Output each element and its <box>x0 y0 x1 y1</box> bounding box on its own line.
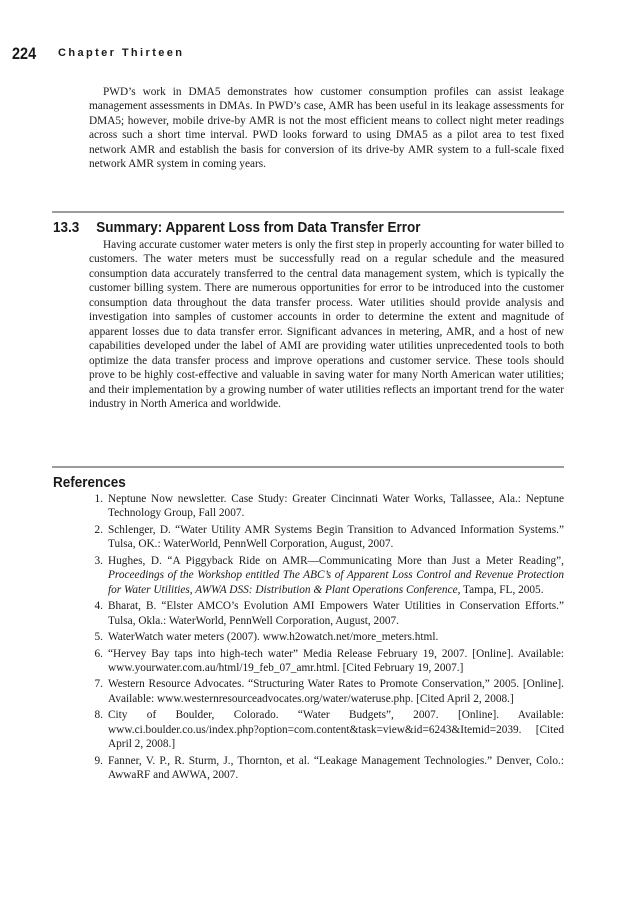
reference-item <box>89 647 564 676</box>
reference-number: 3. <box>94 554 103 567</box>
reference-text: Western Resource Advocates. “Structuring Water Rates to Promote Conservation,” 2005. [Online]. Available: www.westernresourceadvocates.org/water/wateruse.php. [Cited April 2, 2008.] <box>108 678 564 705</box>
section-heading <box>53 219 421 236</box>
reference-number: 5. <box>94 631 103 644</box>
references-list <box>89 492 564 785</box>
intro-paragraph: PWD’s work in DMA5 demonstrates how customer consumption profiles can assist leakage management assessments in DMAs. In PWD’s case, AMR has been useful in its leakage assessments for DMA5; however, mobile drive-by AMR is not the most efficient means to collect night meter readings across such a short time interval. PWD looks forward to using DMA5 as a pilot area to test fixed network AMR and establish the basis for conversion of its drive-by AMR system to a full-scale fixed network AMR system in coming years. <box>89 86 564 171</box>
reference-item <box>89 554 564 597</box>
reference-text: “Hervey Bay taps into high-tech water” Media Release February 19, 2007. [Online]. Available: www.yourwater.com.au/html/19_feb_07_amr.html. [Cited February 19, 2007.] <box>108 647 564 674</box>
reference-text-post: , Tampa, FL, 2005. <box>457 583 544 596</box>
running-header <box>0 44 619 68</box>
reference-text: Schlenger, D. “Water Utility AMR Systems Begin Transition to Advanced Information Systems.” Tulsa, OK.: WaterWorld, PennWell Corporation, August, 2007. <box>108 523 564 551</box>
reference-item <box>89 523 564 552</box>
reference-item <box>89 599 564 628</box>
summary-section <box>89 238 564 411</box>
reference-item <box>89 630 564 644</box>
reference-number: 4. <box>94 600 103 613</box>
page-number: 224 <box>12 44 37 63</box>
reference-number: 8. <box>94 709 103 722</box>
reference-item <box>89 492 564 521</box>
reference-number: 9. <box>94 754 103 767</box>
references-divider <box>52 466 564 468</box>
reference-number: 7. <box>94 678 103 691</box>
reference-text: City of Boulder, Colorado. “Water Budgets”, 2007. [Online]. Available: www.ci.boulder.co.us/index.php?option=com.content&task=view&id=6243&Itemid=2039. [Cited April 2, 2008.] <box>108 709 564 751</box>
references-heading: References <box>53 474 126 491</box>
reference-text: Bharat, B. “Elster AMCO’s Evolution AMI Empowers Water Utilities in Conservation Efforts.” Tulsa, Okla.: WaterWorld, PennWell Corporation, August, 2007. <box>108 600 564 627</box>
reference-number: 1. <box>94 493 103 505</box>
section-divider <box>52 211 564 213</box>
reference-text: Fanner, V. P., R. Sturm, J., Thornton, et al. “Leakage Management Technologies.” Denver, Colo.: AwwaRF and AWWA, 2007. <box>108 754 564 782</box>
reference-number: 6. <box>94 647 103 660</box>
reference-text: WaterWatch water meters (2007). www.h2owatch.net/more_meters.html. <box>108 631 439 644</box>
reference-text: Neptune Now newsletter. Case Study: Greater Cincinnati Water Works, Tallassee, Ala.: Neptune Technology Group, Fall 2007. <box>108 493 564 520</box>
reference-number: 2. <box>94 523 103 536</box>
reference-item <box>89 754 564 783</box>
reference-proceedings-title: Proceedings of the Workshop entitled The ABC’s of Apparent Loss Control and Revenue Protection for Water Utilities, AWWA DSS: Distribution & Plant Operations Conference <box>108 569 564 596</box>
reference-text-pre: Hughes, D. “A Piggyback Ride on AMR—Communicating More than Just a Meter Reading”, <box>108 554 564 567</box>
reference-item <box>89 708 564 751</box>
section-title: Summary: Apparent Loss from Data Transfer Error <box>96 219 421 236</box>
summary-paragraph: Having accurate customer water meters is only the first step in properly accounting for water billed to customers. The water meters must be successfully read on a regular schedule and the measured consumption data accurately transferred to the central data management system, which is typically the customer billing system. There are numerous opportunities for error to be introduced into the customer consumption data throughout the data transfer process. Water utilities should provide analysis and investigation into samples of customer accounts in order to determine the extent and magnitude of apparent losses due to data transfer error. Significant advances in metering, AMR, and a host of new capabilities developed under the label of AMI are providing water utilities unprecedented tools to both optimize the data transfer process and improve operations and customer service. These tools should prove to be highly cost-effective and valuable in saving water for many North American water utilities; and their implementation by a growing number of water utilities reflects an important trend for the water industry in North America and worldwide. <box>89 239 564 410</box>
section-number: 13.3 <box>53 219 80 236</box>
chapter-title: Chapter Thirteen <box>58 47 185 59</box>
intro-section <box>89 85 564 172</box>
reference-item <box>89 677 564 706</box>
